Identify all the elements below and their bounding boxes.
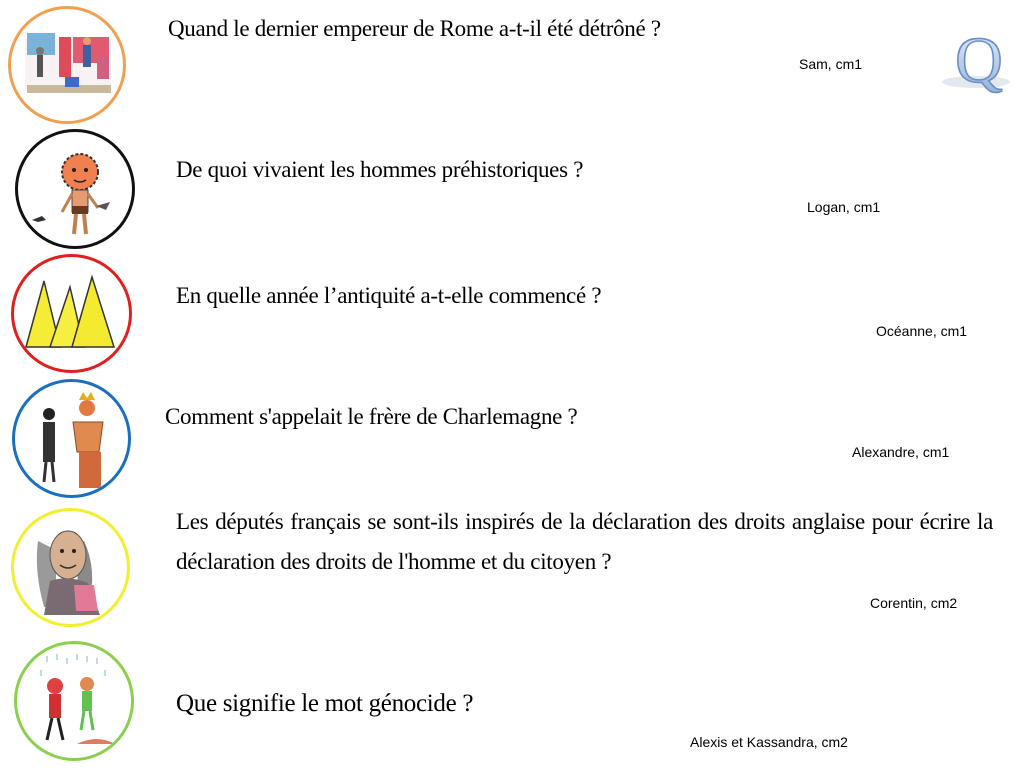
- portrait-drawing: [14, 511, 127, 624]
- roman-palace-drawing: [11, 9, 123, 121]
- question-6-text: Que signifie le mot génocide ?: [176, 690, 474, 717]
- question-1-author: Sam, cm1: [799, 56, 863, 72]
- q-logo-icon: [940, 26, 1018, 98]
- drawing-circle-1: [8, 6, 126, 124]
- drawing-circle-3: [11, 254, 132, 373]
- question-1-text: Quand le dernier empereur de Rome a-t-il été détrôné ?: [168, 16, 661, 41]
- question-2-author: Logan, cm1: [807, 199, 881, 215]
- question-6-author: Alexis et Kassandra, cm2: [690, 734, 848, 750]
- yellow-mountains-drawing: [14, 257, 129, 370]
- question-3-text: En quelle année l’antiquité a-t-elle commencé ?: [176, 283, 602, 308]
- drawing-circle-4: [12, 379, 131, 498]
- drawing-circle-5: [11, 508, 130, 627]
- question-5-author: Corentin, cm2: [870, 595, 958, 611]
- question-2-text: De quoi vivaient les hommes préhistoriques ?: [176, 157, 584, 182]
- charlemagne-drawing: [15, 382, 128, 495]
- question-5-text: Les députés français se sont-ils inspirés de la déclaration des droits anglaise pour écrire la déclaration des droits de l'homme et du citoyen ?: [176, 509, 993, 574]
- question-3-author: Océanne, cm1: [876, 323, 968, 339]
- logo-letter: Q: [955, 26, 1003, 97]
- question-4-author: Alexandre, cm1: [852, 444, 950, 460]
- prehistoric-man-drawing: [18, 132, 132, 246]
- drawing-circle-6: [14, 641, 134, 761]
- genocide-drawing: [17, 644, 131, 758]
- drawing-circle-2: [15, 129, 135, 249]
- question-4-text: Comment s'appelait le frère de Charlemagne ?: [165, 404, 578, 429]
